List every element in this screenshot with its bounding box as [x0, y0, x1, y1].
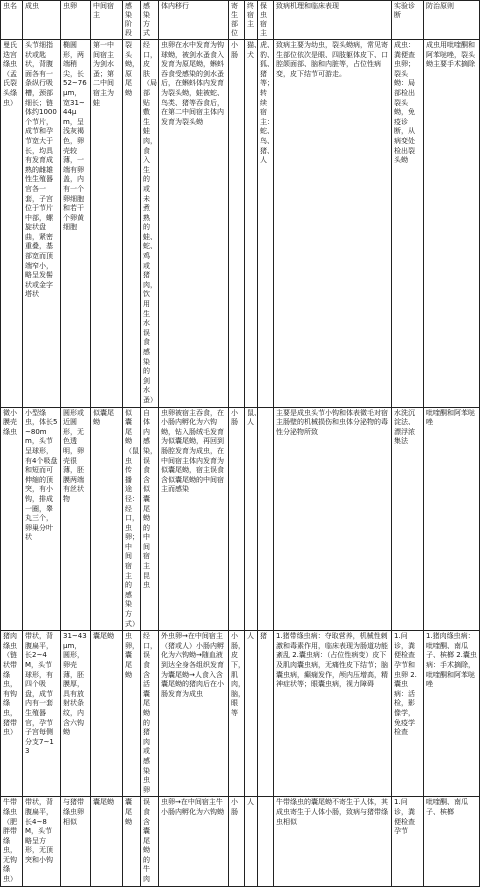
cell-definitive: 鼠、人 — [245, 407, 258, 631]
cell-reservoir: 猪 — [258, 631, 274, 797]
cell-reservoir — [258, 797, 274, 886]
cell-diagnosis: 水洗沉淀法、漂浮浓集法 — [392, 407, 424, 631]
cell-pathogenesis: 致病主要为幼虫，裂头蚴病，常见寄生部位依次是眼、四肢躯体皮下、口腔颌面部、脑和内脏等，占位性病变，皮下结节可游走。 — [274, 40, 392, 408]
cell-site: 小肠 — [229, 407, 245, 631]
header-egg: 虫卵 — [61, 1, 91, 40]
header-adult: 成虫 — [23, 1, 61, 40]
header-site: 寄生部位 — [229, 1, 245, 40]
cell-site: 小肠 — [229, 40, 245, 408]
cell-treatment: 吡喹酮、南瓜子、槟榔 — [424, 797, 480, 886]
cell-site: 小肠，皮下，肌肉，脑，眼等 — [229, 631, 245, 797]
cell-intermediate: 似囊尾蚴 — [91, 407, 123, 631]
header-row — [1, 1, 480, 40]
cell-pathogenesis: 牛带绦虫的囊尾蚴不寄生于人体，其成虫寄生于人体小肠，致病与猪带绦虫相似 — [274, 797, 392, 886]
cell-infective: 虫卵，囊尾蚴 — [123, 631, 141, 797]
cell-reservoir: 虎、豹、狐、猪等；转续宿主：蛇、鸟、猪、人 — [258, 40, 274, 408]
cell-adult: 带状，背腹扁平，长2~4M，头节球形，有四个吸盘，成节内有一套生殖器官，孕节子宫每侧分支7~13 — [23, 631, 61, 797]
cell-treatment: 1.猪肉绦虫病：吡喹酮、南瓜子、槟榔 2.囊虫病：手术摘除，吡喹酮和阿苯哒唑 — [424, 631, 480, 797]
header-diagnosis: 实验诊断 — [392, 1, 424, 40]
header-migration: 体内移行 — [159, 1, 229, 40]
cell-route: 经口，误食含活囊尾蚴的猪肉或感染虫卵 — [141, 631, 159, 797]
cell-infective: 裂头蚴，原尾蚴 — [123, 40, 141, 408]
cell-migration: 虫卵在水中发育为钩球蚴，被剑水蚤食入发育为原尾蚴，蝌蚪吞食受感染的剑水蚤后，在蝌蚪体内发育为裂头蚴，蛙被蛇、鸟类、猪等吞食后，在第二中间宿主体内发育为裂头蚴 — [159, 40, 229, 408]
cell-name: 牛带绦虫（肥胖带绦虫，无钩绦虫） — [1, 797, 23, 886]
table-row — [1, 40, 480, 408]
cell-migration: 外虫卵→在中间宿主（猪或人）小肠内孵化为六钩蚴→随血液到达全身各组织发育为囊尾蚴→人食入含囊尾蚴的猪肉后在小肠发育为成虫 — [159, 631, 229, 797]
cell-treatment: 吡喹酮和阿苯哒唑 — [424, 407, 480, 631]
cell-egg: 31~43μm，圆形，卵壳薄，胚膜厚，具有放射状条纹，内含六钩蚴 — [61, 631, 91, 797]
cell-infective: 似囊尾蚴（鼠虫传播途径：经口，虫卵；中间宿主的感染方式） — [123, 407, 141, 631]
cell-adult: 小型绦虫，体长5~80mm，头节呈球形，有4个吸盘和短而可伸缩的顶突，有小钩，排成一圈，睾丸三个，卵巢分叶状 — [23, 407, 61, 631]
cell-egg: 与猪带绦虫卵相似 — [61, 797, 91, 886]
header-intermediate: 中间宿主 — [91, 1, 123, 40]
cell-egg: 椭圆形，两端稍尖，长52~76μm，宽31~44μm，呈浅灰褐色，卵壳较薄，一端有卵盖，内有一个卵细胞和若干个卵黄细胞 — [61, 40, 91, 408]
table-row — [1, 797, 480, 886]
cell-diagnosis: 1.问诊，粪便检查孕节 — [392, 797, 424, 886]
cell-definitive: 猫、犬 — [245, 40, 258, 408]
cell-migration: 虫卵被宿主吞食，在小肠内孵化为六钩蚴，钻入肠绒毛发育为似囊尾蚴，再回到肠腔发育为成虫，在中间宿主体内发育为似囊尾蚴，宿主误食含似囊尾蚴的中间宿主而感染 — [159, 407, 229, 631]
cell-route: 经口，皮肤（局部贴敷生蛙肉，食入生的或未煮熟的蛙、蛇、鸡或猪肉，饮用生水误食感染的剑水蚤） — [141, 40, 159, 408]
header-infective: 感染阶段 — [123, 1, 141, 40]
cell-route: 误食含囊尾蚴的牛肉 — [141, 797, 159, 886]
table-row — [1, 631, 480, 797]
cell-egg: 圆形或近圆形，无色透明，卵壳很薄，胚膜两端有丝状物 — [61, 407, 91, 631]
header-route: 感染方式 — [141, 1, 159, 40]
cell-route: 自体内感染，误食含似囊尾蚴的中间宿主昆虫 — [141, 407, 159, 631]
cell-intermediate: 囊尾蚴 — [91, 631, 123, 797]
cell-diagnosis: 1.问诊，粪便检查孕节和虫卵 2.囊虫病：活检，影像学，免疫学检查 — [392, 631, 424, 797]
cell-treatment: 成虫用吡喹酮和阿苯哒唑，裂头蚴主要手术摘除 — [424, 40, 480, 408]
cell-migration: 虫卵→在中间宿主牛小肠内孵化为六钩蚴 — [159, 797, 229, 886]
header-pathogenesis: 致病机理和临床表现 — [274, 1, 392, 40]
cell-infective: 囊尾蚴 — [123, 797, 141, 886]
cell-pathogenesis: 1.猪带绦虫病：夺取营养，机械性刺激和毒素作用，临床表现为肠道功能紊乱 2.囊虫病：（占位性病变）皮下及肌肉囊虫病，无痛性皮下结节；脑囊虫病，癫痫发作，颅内压增高，精神症状等；眼囊虫病，视力障碍 — [274, 631, 392, 797]
header-reservoir: 保虫宿主 — [258, 1, 274, 40]
cell-adult: 带状，背腹扁平，长4~8M，头节略呈方形，无顶突和小钩 — [23, 797, 61, 886]
header-name: 虫名 — [1, 1, 23, 40]
cell-reservoir — [258, 407, 274, 631]
cell-definitive: 人 — [245, 631, 258, 797]
header-definitive: 终宿主 — [245, 1, 258, 40]
cell-name: 曼氏迭宫绦虫（孟氏裂头绦虫） — [1, 40, 23, 408]
header-treatment: 防治原则 — [424, 1, 480, 40]
table-row — [1, 407, 480, 631]
cell-adult: 头节细指状或匙状，背腹面各有一条纵行吸槽，颈部细长；链体约1000个节片，成节和孕节宽大于长，均具有发育成熟的雌雄性生殖器官各一套，子宫位于节片中部，螺旋状盘曲，紧密重叠，基部宽而顶端窄小，略呈发髻状或金字塔状 — [23, 40, 61, 408]
cell-site: 小肠 — [229, 797, 245, 886]
cell-intermediate: 第一中间宿主为剑水蚤；第二中间宿主为蛙 — [91, 40, 123, 408]
cell-definitive: 人 — [245, 797, 258, 886]
cell-name: 猪肉绦虫（链状带绦虫，有钩绦虫，猪带虫） — [1, 631, 23, 797]
cell-pathogenesis: 主要是成虫头节小钩和体表微毛对宿主肠壁的机械损伤和虫体分泌物的毒性分泌物所致 — [274, 407, 392, 631]
cell-name: 微小膜壳绦虫 — [1, 407, 23, 631]
cell-diagnosis: 成虫：粪便查虫卵；裂头蚴：局部检出裂头蚴，免疫诊断，从病变处检出裂头蚴 — [392, 40, 424, 408]
cell-intermediate: 囊尾蚴 — [91, 797, 123, 886]
